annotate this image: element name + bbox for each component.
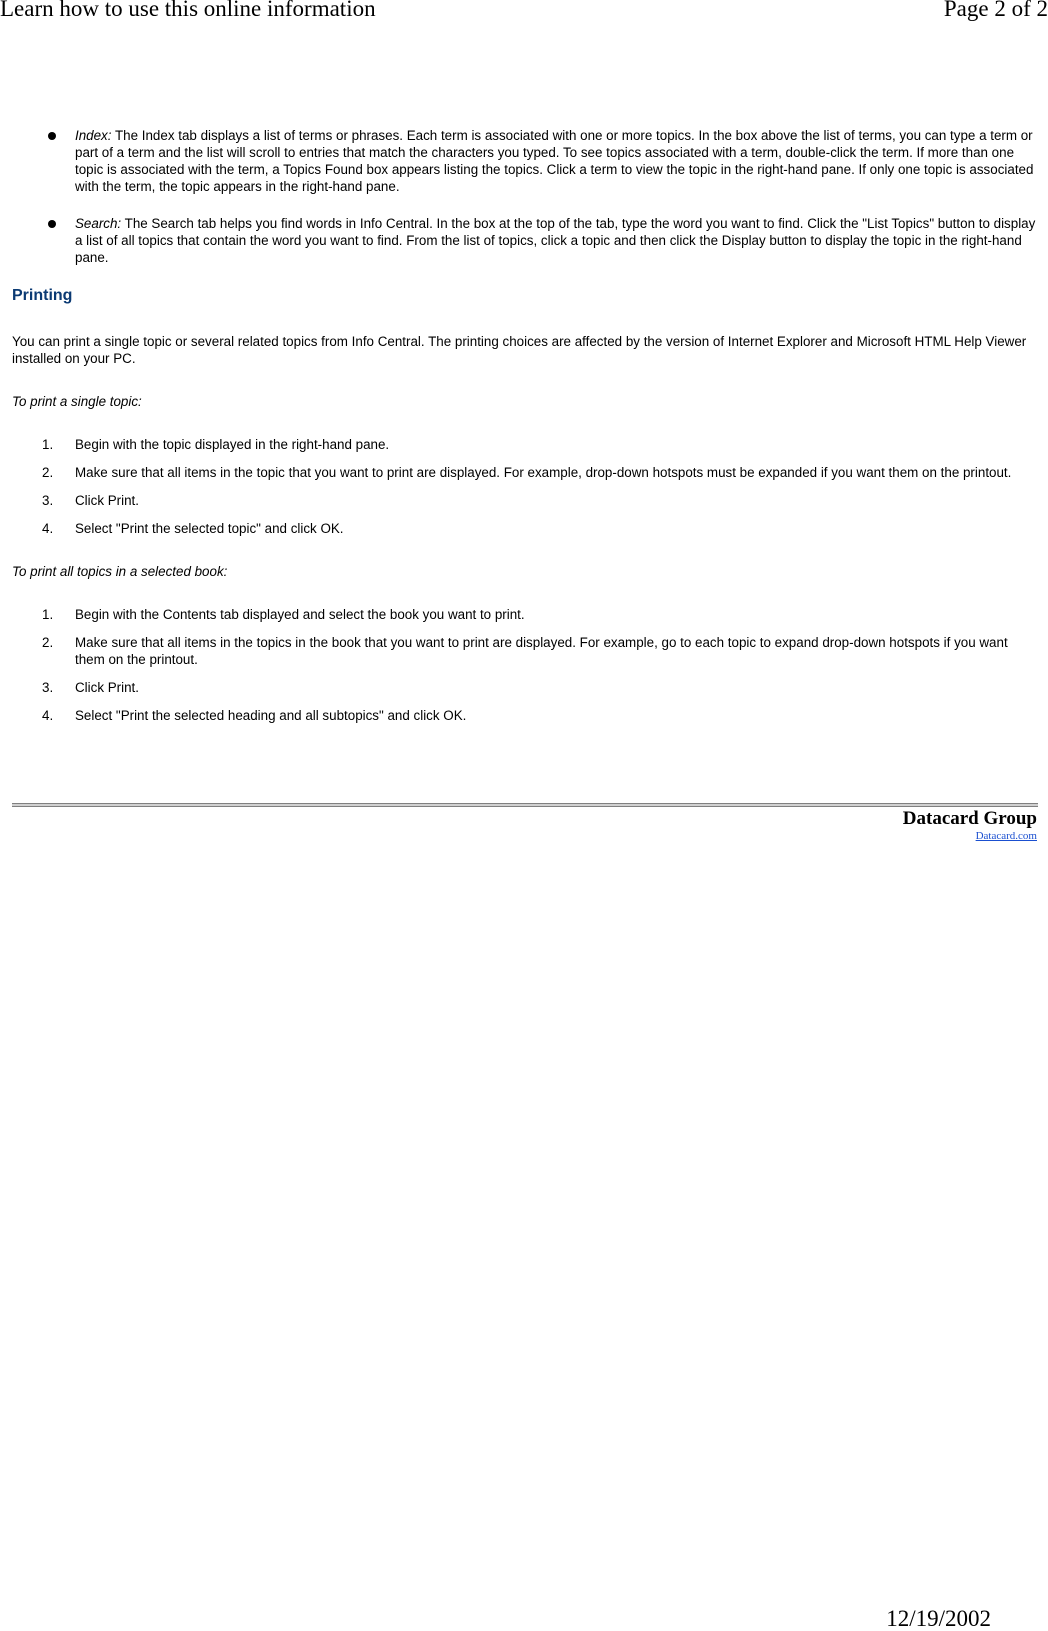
- step-text: Select "Print the selected heading and all subtopics" and click OK.: [75, 708, 467, 723]
- step-number: 4.: [42, 521, 54, 536]
- term-description: The Index tab displays a list of terms or phrases. Each term is associated with one or more topics. In the box above the list of terms, you can type a term or part of a term and the list will scroll to entries that match the characters you typed. To see topics associated with a term, double-click the term. If more than one topic is associated with the term, a Topics Found box appears listing the topics. Click a term to view the topic in the right-hand pane. If only one topic is associated with the term, the topic appears in the right-hand pane.: [75, 128, 1034, 194]
- step-number: 3.: [42, 680, 54, 695]
- step-text: Click Print.: [75, 493, 139, 508]
- step-text: Click Print.: [75, 680, 139, 695]
- bullet-icon: [48, 220, 56, 228]
- footer-brand: [903, 808, 1037, 842]
- footer-divider: [12, 803, 1038, 806]
- list-item-search: [12, 215, 1038, 266]
- step-number: 1.: [42, 437, 54, 452]
- procedure-title-single-topic: To print a single topic:: [12, 394, 142, 409]
- brand-website-link[interactable]: Datacard.com: [975, 830, 1037, 842]
- bullet-icon: [48, 132, 56, 140]
- brand-name: Datacard Group: [902, 808, 1037, 829]
- print-header: [0, 0, 1048, 28]
- section-heading-printing: Printing: [12, 287, 73, 304]
- step-number: 4.: [42, 708, 54, 723]
- help-content: [12, 127, 1038, 735]
- step-text: Make sure that all items in the topics in the book that you want to print are displayed. For example, go to each topic to expand drop-down hotspots if you want them on the printout.: [75, 635, 1008, 667]
- step-item: [12, 679, 1038, 696]
- step-text: Begin with the topic displayed in the right-hand pane.: [75, 437, 390, 452]
- step-item: [12, 606, 1038, 623]
- step-number: 3.: [42, 493, 54, 508]
- step-text: Select "Print the selected topic" and click OK.: [75, 521, 344, 536]
- step-text: Make sure that all items in the topic that you want to print are displayed. For example, drop-down hotspots must be expanded if you want them on the printout.: [75, 465, 1012, 480]
- printing-intro: You can print a single topic or several related topics from Info Central. The printing choices are affected by the version of Internet Explorer and Microsoft HTML Help Viewer installed on your PC.: [12, 334, 1027, 366]
- print-date: 12/19/2002: [886, 1606, 991, 1631]
- term-label: Index:: [75, 128, 112, 143]
- step-number: 2.: [42, 465, 54, 480]
- list-item-index: [12, 127, 1038, 195]
- page-number: Page 2 of 2: [943, 0, 1048, 21]
- step-item: [12, 436, 1038, 453]
- term-description: The Search tab helps you find words in Info Central. In the box at the top of the tab, type the word you want to find. Click the "List Topics" button to display a list of all topics that contain the word you want to find. From the list of topics, click a topic and then click the Display button to display the topic in the right-hand pane.: [75, 216, 1036, 265]
- procedure-title-book: To print all topics in a selected book:: [12, 564, 228, 579]
- step-item: [12, 464, 1038, 481]
- document-title: Learn how to use this online information: [0, 0, 376, 21]
- step-item: [12, 492, 1038, 509]
- step-number: 2.: [42, 635, 54, 650]
- step-item: [12, 634, 1038, 668]
- single-topic-steps: [12, 436, 1038, 537]
- step-item: [12, 707, 1038, 724]
- book-topics-steps: [12, 606, 1038, 724]
- step-text: Begin with the Contents tab displayed and select the book you want to print.: [75, 607, 525, 622]
- term-label: Search:: [75, 216, 122, 231]
- tab-descriptions-list: [12, 127, 1038, 266]
- step-item: [12, 520, 1038, 537]
- step-number: 1.: [42, 607, 54, 622]
